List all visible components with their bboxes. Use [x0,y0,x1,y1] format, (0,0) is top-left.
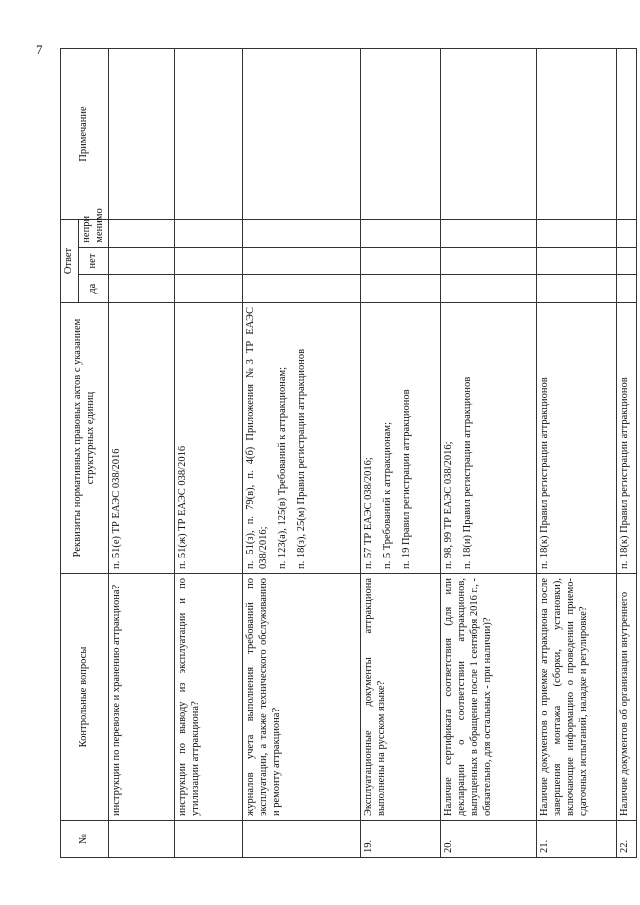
header-questions: Контрольные вопросы [61,573,109,820]
answer-na-cell [617,219,637,247]
row-number [109,820,175,857]
header-answer: Ответ [61,219,79,302]
row-number [175,820,243,857]
header-num: № [61,820,109,857]
answer-na-cell [109,219,175,247]
requisite-item: п. 19 Правил регистрации аттракционов [400,388,412,569]
page-number: 7 [36,42,43,57]
answer-no-cell [361,247,441,275]
row-number: 20. [441,820,537,857]
requisites-cell [537,302,617,573]
requisite-item: п. 123(а), 125(в) Требований к аттракционам; [276,366,288,569]
requisites-cell [617,302,637,573]
header-note: Примечание [61,48,109,219]
requisite-item: п. 51(з), п. 79(в), п. 4(б) Приложения №3 ТР ЕАЭС 038/2016; [245,306,270,569]
table-row [537,48,617,857]
table-row [441,48,537,857]
table-row [175,48,243,857]
note-cell [537,48,617,219]
question-cell: инструкции по выводу из эксплуатации и по утилизации аттракциона? [175,573,243,820]
requisite-item: п. 18(к) Правил регистрации аттракционов [539,376,551,569]
answer-yes-cell [243,274,361,302]
table-row [109,48,175,857]
row-number [243,820,361,857]
note-cell [361,48,441,219]
question-cell: Наличие документов о приемке аттракциона после завершения монтажа (сборки, установки), включающие информацию о проведении приемо-сдаточных испытаний, наладке и регулировке? [537,573,617,820]
question-cell: инструкции по перевозке и хранению аттракциона? [109,573,175,820]
table-row [617,48,637,857]
requisite-item: п. 18(и) Правил регистрации аттракционов [462,376,474,569]
row-number: 22. [617,820,637,857]
requisite-item: п. 18(к) Правил регистрации аттракционов [619,376,631,569]
requisite-item: п. 18(з), 25(м) Правил регистрации аттракционов [295,348,307,569]
requisite-item: п. 5 Требований к аттракционам; [382,421,394,569]
checklist-table [60,48,637,858]
answer-no-cell [175,247,243,275]
answer-na-cell [243,219,361,247]
requisites-cell [109,302,175,573]
note-cell [175,48,243,219]
answer-no-cell [243,247,361,275]
rotated-page [60,48,631,858]
answer-na-cell [361,219,441,247]
table-row [361,48,441,857]
requisites-cell [441,302,537,573]
answer-yes-cell [617,274,637,302]
table-row [243,48,361,857]
answer-yes-cell [361,274,441,302]
header-no: нет [78,247,109,275]
header-yes: да [78,274,109,302]
note-cell [109,48,175,219]
requisite-item: п. 51(ж) ТР ЕАЭС 038/2016 [177,445,189,569]
question-cell: Наличие документов об организации внутреннего [617,573,637,820]
requisite-item: п. 57 ТР ЕАЭС 038/2016; [363,456,375,569]
answer-yes-cell [175,274,243,302]
answer-yes-cell [109,274,175,302]
answer-na-cell [441,219,537,247]
question-cell: Эксплуатационные документы аттракциона выполнены на русском языке? [361,573,441,820]
requisites-cell [243,302,361,573]
note-cell [243,48,361,219]
header-requisites: Реквизиты нормативных правовых актов с указанием структурных единиц [61,302,109,573]
requisite-item: п. 51(е) ТР ЕАЭС 038/2016 [111,448,123,569]
answer-na-cell [175,219,243,247]
row-number: 21. [537,820,617,857]
header-na: непри менимо [78,219,109,247]
answer-no-cell [109,247,175,275]
requisite-item: п. 98, 99 ТР ЕАЭС 038/2016; [443,440,455,569]
answer-no-cell [617,247,637,275]
question-cell: журналов учета выполнения требований по эксплуатации, а также технического обслуживанию и ремонту аттракциона? [243,573,361,820]
answer-no-cell [537,247,617,275]
answer-yes-cell [537,274,617,302]
question-cell: Наличие сертификата соответствия (для или декларации о соответствии аттракционов, выпущенных в обращение после 1 сентября 2016 г., - обязательно, для остальных - при наличии)? [441,573,537,820]
answer-no-cell [441,247,537,275]
header-row [61,48,79,857]
note-cell [441,48,537,219]
requisites-cell [175,302,243,573]
requisites-cell [361,302,441,573]
row-number: 19. [361,820,441,857]
answer-na-cell [537,219,617,247]
note-cell [617,48,637,219]
answer-yes-cell [441,274,537,302]
